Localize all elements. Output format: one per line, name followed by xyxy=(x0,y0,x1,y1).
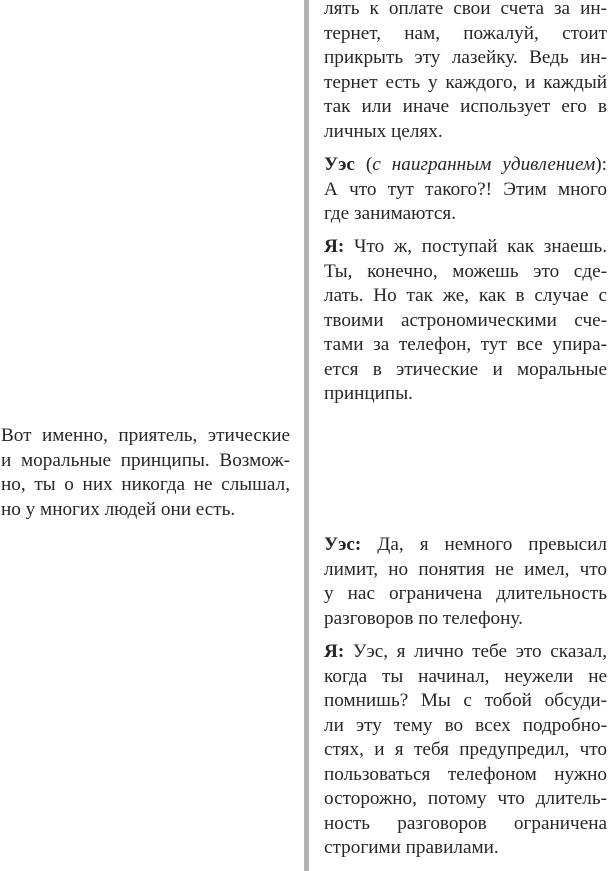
text-line: стях, и я тебя предупредил, что xyxy=(324,739,607,760)
text-line: принципы. xyxy=(324,383,413,404)
text-line: лать. Но так же, как в случае с xyxy=(324,285,607,306)
text-line: и моральные принципы. Возмож- xyxy=(1,449,290,471)
text-line: лять к оплате свои счета за ин- xyxy=(324,0,607,19)
speaker-label: Уэс xyxy=(324,154,355,175)
stage-direction: с наигранным удивлением xyxy=(372,154,596,175)
text-line: ность разговоров ограничена xyxy=(324,812,607,834)
text-line: разговоров по телефону. xyxy=(324,607,523,629)
text-line: Вот именно, приятель, этические xyxy=(1,425,290,446)
text-line: так или иначе использует его в xyxy=(324,96,607,117)
text-line: твоими астрономическими сче- xyxy=(324,309,607,331)
text-line: строгими правилами. xyxy=(324,837,499,858)
text-line: ли эту тему во всех подробно- xyxy=(324,714,607,736)
dialogue-paragraph-continuation xyxy=(324,0,607,144)
dialogue-paragraph-me xyxy=(324,235,607,407)
text-line: у нас ограничена длительность xyxy=(324,583,607,604)
text-line xyxy=(324,640,607,665)
text-fragment: Уэс, я лично тебе это сказал, xyxy=(344,641,607,662)
commentary-note xyxy=(1,424,290,522)
text-fragment: Что ж, поступай как знаешь. xyxy=(344,236,607,257)
speaker-label: Я: xyxy=(324,641,345,662)
dialogue-paragraph-me xyxy=(324,640,607,861)
column-divider xyxy=(304,0,309,871)
stage-paren-open: ( xyxy=(354,154,373,175)
text-line: но, ты о них никогда не слышал, xyxy=(1,474,290,495)
text-line: ется в этические и моральные xyxy=(324,358,607,380)
text-line: тернет есть у каждого, и каждый xyxy=(324,71,607,93)
text-line: где занимаются. xyxy=(324,203,456,224)
text-fragment: Да, я немного превысил xyxy=(361,534,607,555)
text-line: помнишь? Мы с тобой обсуди- xyxy=(324,690,607,711)
text-line xyxy=(324,235,607,260)
text-line: тами за телефон, тут все упира- xyxy=(324,334,607,355)
text-line: личных целях. xyxy=(324,120,443,142)
text-line xyxy=(324,153,607,178)
text-line: прикрыть эту лазейку. Ведь ин- xyxy=(324,47,607,68)
dialogue-paragraph-wes xyxy=(324,153,607,227)
text-line: А что тут такого?! Этим много xyxy=(324,178,607,200)
dialogue-paragraph-wes xyxy=(324,533,607,631)
text-line: когда ты начинал, неужели не xyxy=(324,665,607,687)
text-line: пользоваться телефоном нужно xyxy=(324,763,607,785)
text-line: Ты, конечно, можешь это сде- xyxy=(324,260,607,282)
speaker-label: Уэс: xyxy=(324,534,362,555)
stage-paren-close: ): xyxy=(595,154,607,175)
text-line: тернет, нам, пожалуй, стоит xyxy=(324,22,607,44)
text-line xyxy=(324,533,607,558)
speaker-label: Я: xyxy=(324,236,345,257)
text-line: но у многих людей они есть. xyxy=(1,498,236,520)
text-line: лимит, но понятия не имел, что xyxy=(324,558,607,580)
text-line: осторожно, потому что длитель- xyxy=(324,788,607,809)
